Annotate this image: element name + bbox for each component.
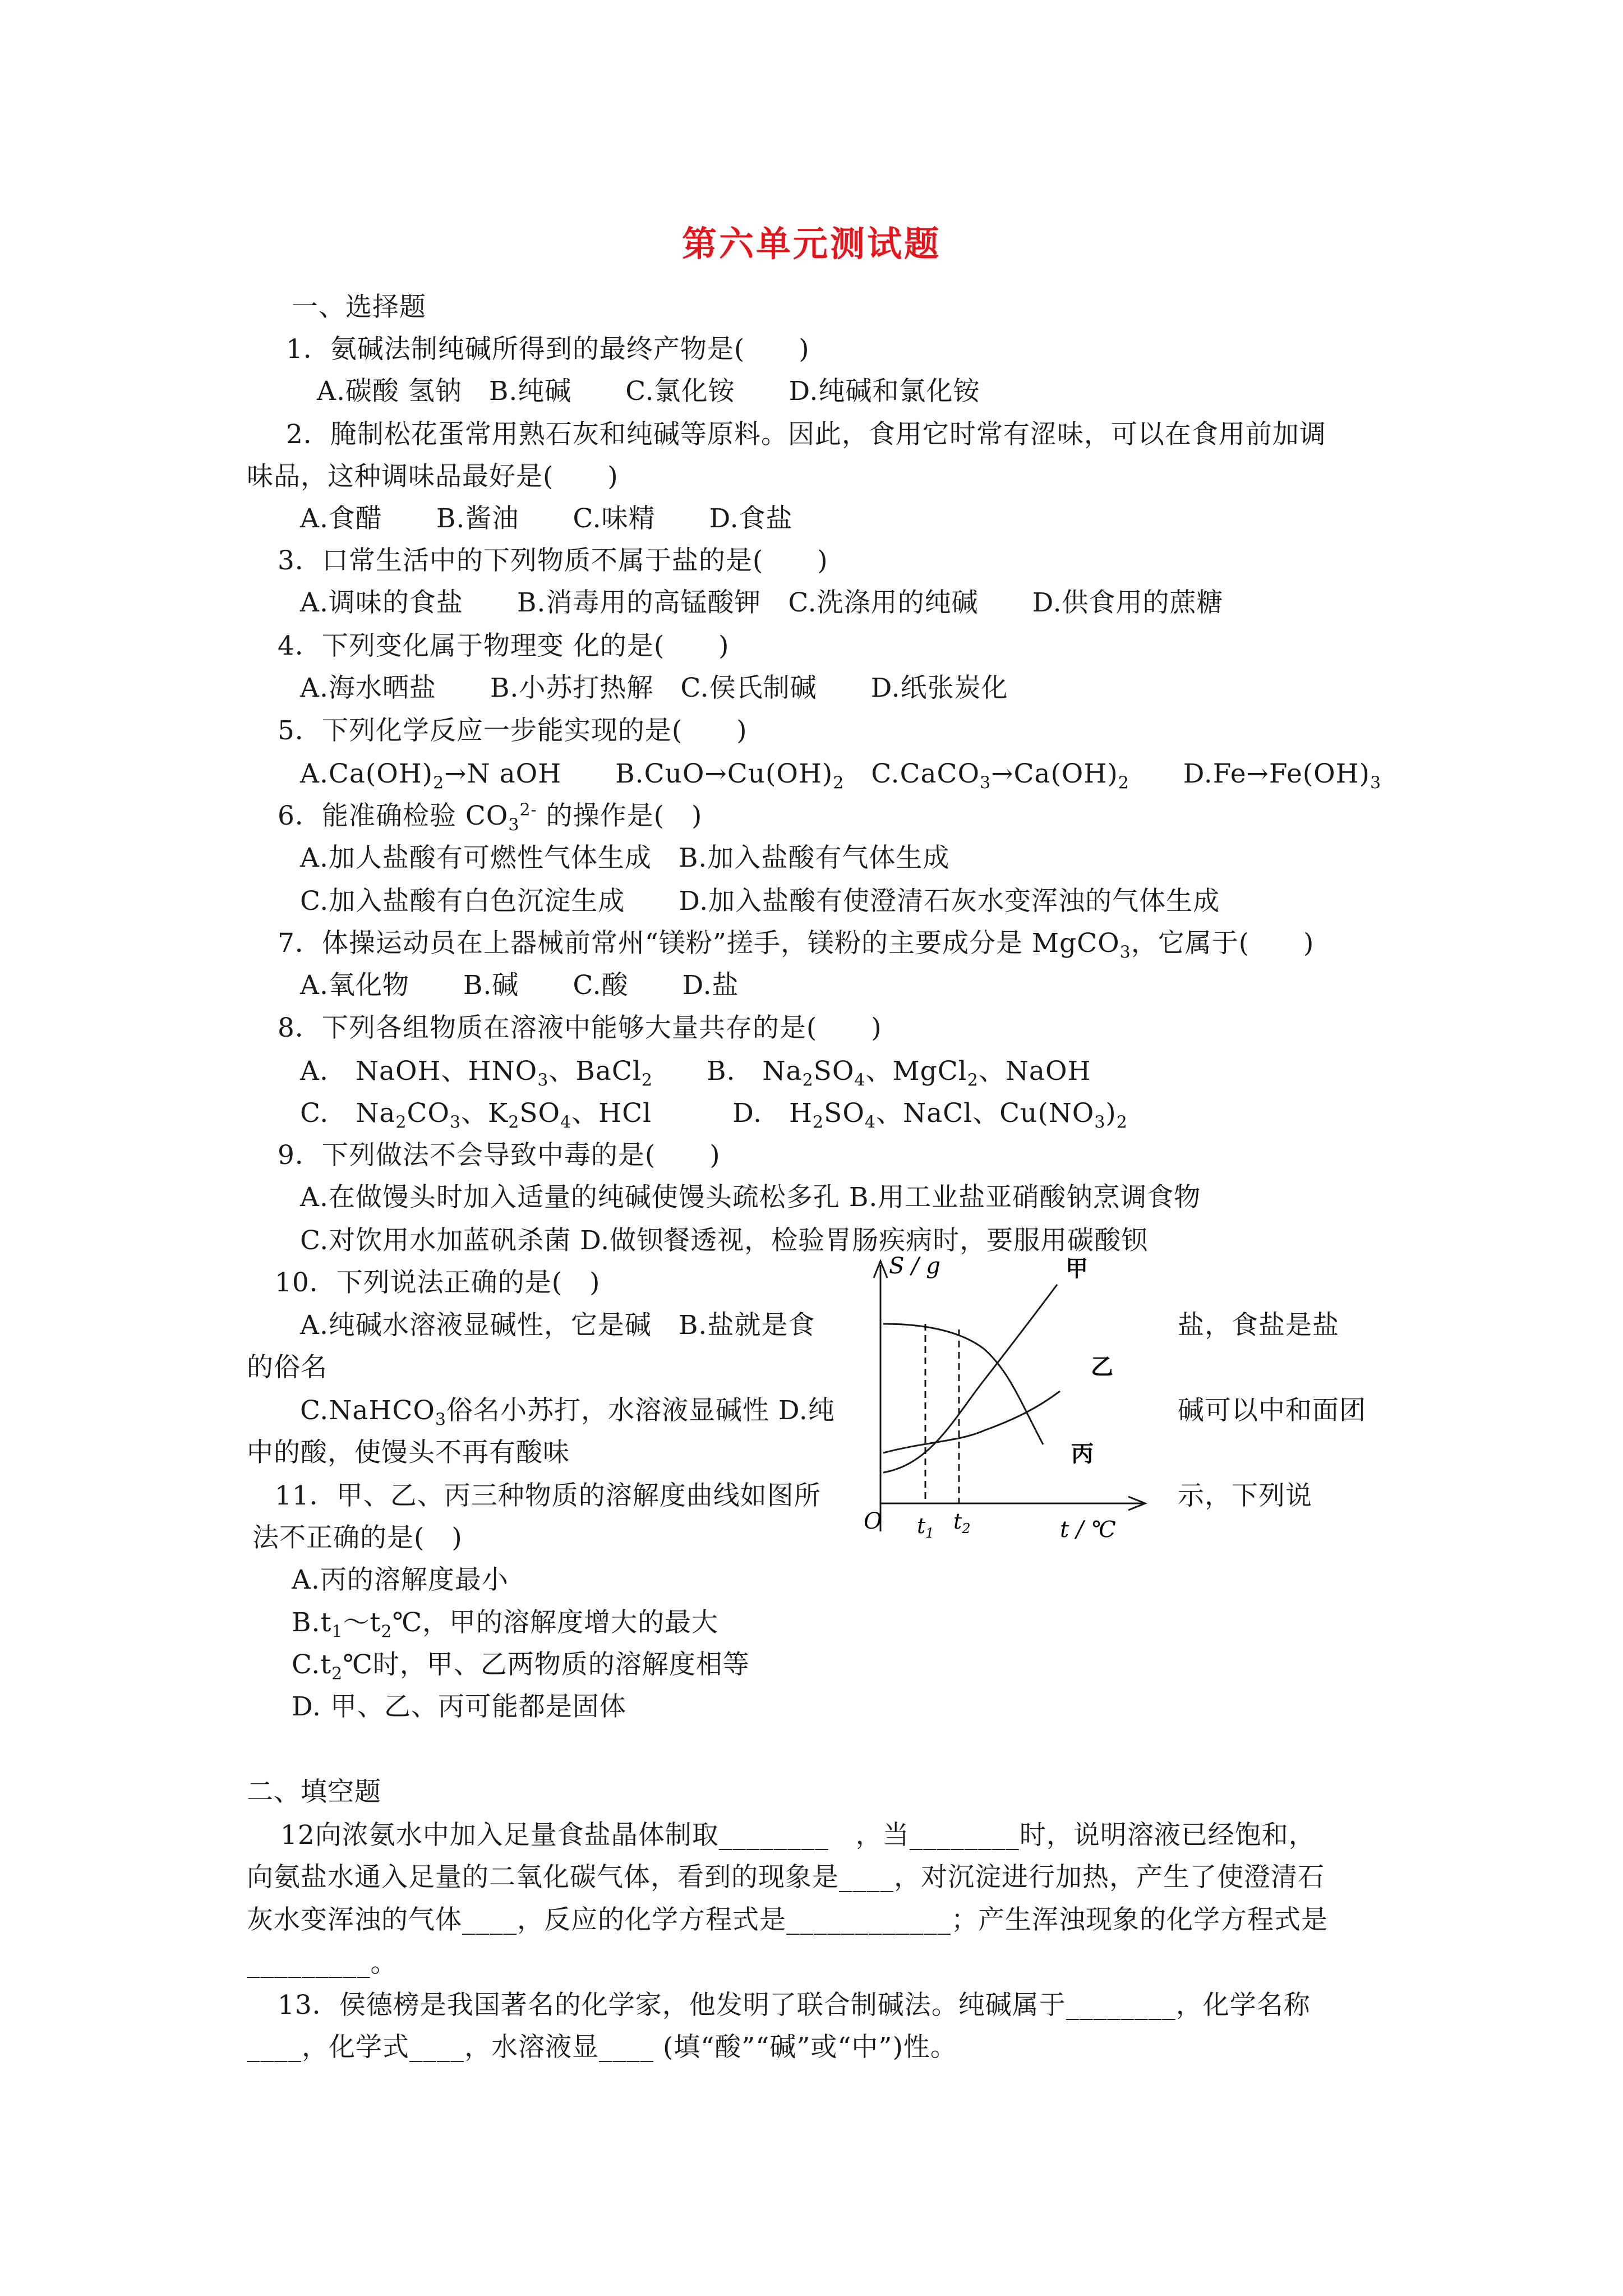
q10-stem: 10．下列说法正确的是( ) (275, 1267, 601, 1298)
q10-line1-left: A.纯碱水溶液显碱性，它是碱 B.盐就是食 (300, 1310, 815, 1341)
q12-line3: 灰水变浑浊的气体____，反应的化学方程式是____________；产生浑浊现象的化学方程式是 (247, 1904, 1328, 1935)
q10-line1-right: 盐，食盐是盐 (1178, 1310, 1339, 1341)
q5-options: $A.Ca(OH)_2\to N$ aOH $B.CuO\to Cu(OH)_2$ $C.CaCO_3\to Ca(OH)_2$ $D.Fe\to Fe(OH)_3$ (300, 758, 1382, 793)
q3-stem: 3．口常生活中的下列物质不属于盐的是( ) (278, 545, 828, 576)
t2-label: $t_2$ (953, 1509, 971, 1536)
q10-line3-left: C.NaHCO$_3$俗名小苏打，水溶液显碱性 D.纯 (300, 1395, 835, 1430)
q1-options: A.碳酸 氢钠 B.纯碱 C.氯化铵 D.纯碱和氯化铵 (317, 376, 980, 407)
q7-options: A.氧化物 B.碱 C.酸 D.盐 (300, 970, 739, 1001)
q13-line2: ____，化学式____，水溶液显____ (填“酸”“碱”或“中”)性。 (247, 2032, 957, 2063)
curve-yi (883, 1391, 1060, 1453)
q11-stem: 11．甲、乙、丙三种物质的溶解度曲线如图所 (275, 1480, 821, 1511)
t1-label: $t_1$ (917, 1513, 934, 1541)
x-axis-label: t / ℃ (1060, 1517, 1116, 1543)
q2-stem-cont: 味品，这种调味品最好是( ) (247, 461, 619, 492)
page-title: 第六单元测试题 (681, 223, 941, 264)
q10-line4: 中的酸，使馒头不再有酸味 (247, 1437, 570, 1468)
curve-label-yi: 乙 (1091, 1354, 1113, 1380)
q9-options-1: A.在做馒头时加入适量的纯碱使馒头疏松多孔 B.用工业盐亚硝酸钠烹调食物 (300, 1182, 1201, 1213)
q4-options: A.海水晒盐 B.小苏打热解 C.侯氏制碱 D.纸张炭化 (300, 673, 1008, 703)
q8-options-ab: A. NaOH、$HNO_3$、BaCl$_2$ B. $Na_2SO_4$、MgCl$_2$、NaOH (300, 1056, 1091, 1091)
section-heading-fill: 二、填空题 (247, 1777, 381, 1807)
q10-line2: 的俗名 (247, 1352, 328, 1383)
q11-option-c: $C.t_2℃$时，甲、乙两物质的溶解度相等 (292, 1649, 750, 1684)
origin-label: O (864, 1508, 882, 1534)
curve-label-jia: 甲 (1066, 1256, 1088, 1282)
section-heading-choice: 一、选择题 (292, 292, 426, 323)
q6-options-2: C.加入盐酸有白色沉淀生成 D.加入盐酸有使澄清石灰水变浑浊的气体生成 (300, 886, 1220, 917)
q8-stem: 8．下列各组物质在溶液中能够大量共存的是( ) (278, 1013, 882, 1043)
q9-stem: 9．下列做法不会导致中毒的是( ) (278, 1140, 721, 1171)
q8-options-cd: C. $Na_2CO_3$、$K_2SO_4$、HCl D. $H_2SO_4$、NaCl、$Cu(NO_3)_2$ (300, 1098, 1128, 1133)
q6-options-1: A.加人盐酸有可燃性气体生成 B.加入盐酸有气体生成 (300, 843, 950, 873)
q11-stem-cont: 法不正确的是( ) (252, 1522, 463, 1553)
q12-line4: _________。 (247, 1948, 398, 1978)
q7-stem: 7．体操运动员在上器械前常州“镁粉”搓手，镁粉的主要成分是 MgCO$_3$，它属于( ) (278, 928, 1315, 963)
q9-options-2: C.对饮用水加蓝矾杀菌 D.做钡餐透视，检验胃肠疾病时，要服用碳酸钡 (300, 1225, 1149, 1256)
q12-line1: 12向浓氨水中加入足量食盐晶体制取________ ，当________时，说明溶液已经饱和， (280, 1820, 1316, 1851)
q5-stem: 5．下列化学反应一步能实现的是( ) (278, 715, 748, 746)
q2-stem: 2．腌制松花蛋常用熟石灰和纯碱等原料。因此，食用它时常有涩味，可以在食用前加调 (286, 419, 1326, 450)
q2-options: A.食醋 B.酱油 C.味精 D.食盐 (300, 503, 793, 534)
q13-line1: 13．侯德榜是我国著名的化学家，他发明了联合制碱法。纯碱属于________，化学名称 (278, 1990, 1311, 2021)
q11-stem-right: 示，下列说 (1178, 1480, 1312, 1511)
q4-stem: 4．下列变化属于物理变 化的是( ) (278, 631, 730, 661)
curve-jia (883, 1285, 1057, 1473)
q10-line3-right: 碱可以中和面团 (1178, 1395, 1366, 1426)
q11-option-a: A.丙的溶解度最小 (292, 1565, 509, 1595)
q12-line2: 向氨盐水通入足量的二氧化碳气体，看到的现象是____，对沉淀进行加热，产生了使澄清石 (247, 1862, 1325, 1893)
q11-option-d: D. 甲、乙、丙可能都是固体 (292, 1691, 626, 1722)
solubility-curve-figure (864, 1251, 1166, 1554)
y-axis-label: S / g (889, 1253, 940, 1279)
curve-label-bing: 丙 (1071, 1441, 1094, 1467)
q11-option-b: $B.t_1\sim t_2℃$，甲的溶解度增大的最大 (292, 1607, 719, 1642)
q3-options: A.调味的食盐 B.消毒用的高锰酸钾 C.洗涤用的纯碱 D.供食用的蔗糖 (300, 587, 1224, 618)
q1-stem: 1．氨碱法制纯碱所得到的最终产物是( ) (286, 334, 810, 365)
q6-stem: 6．能准确检验 $CO_3^{2-}$ 的操作是( ) (278, 800, 703, 835)
curve-bing (883, 1324, 1043, 1444)
